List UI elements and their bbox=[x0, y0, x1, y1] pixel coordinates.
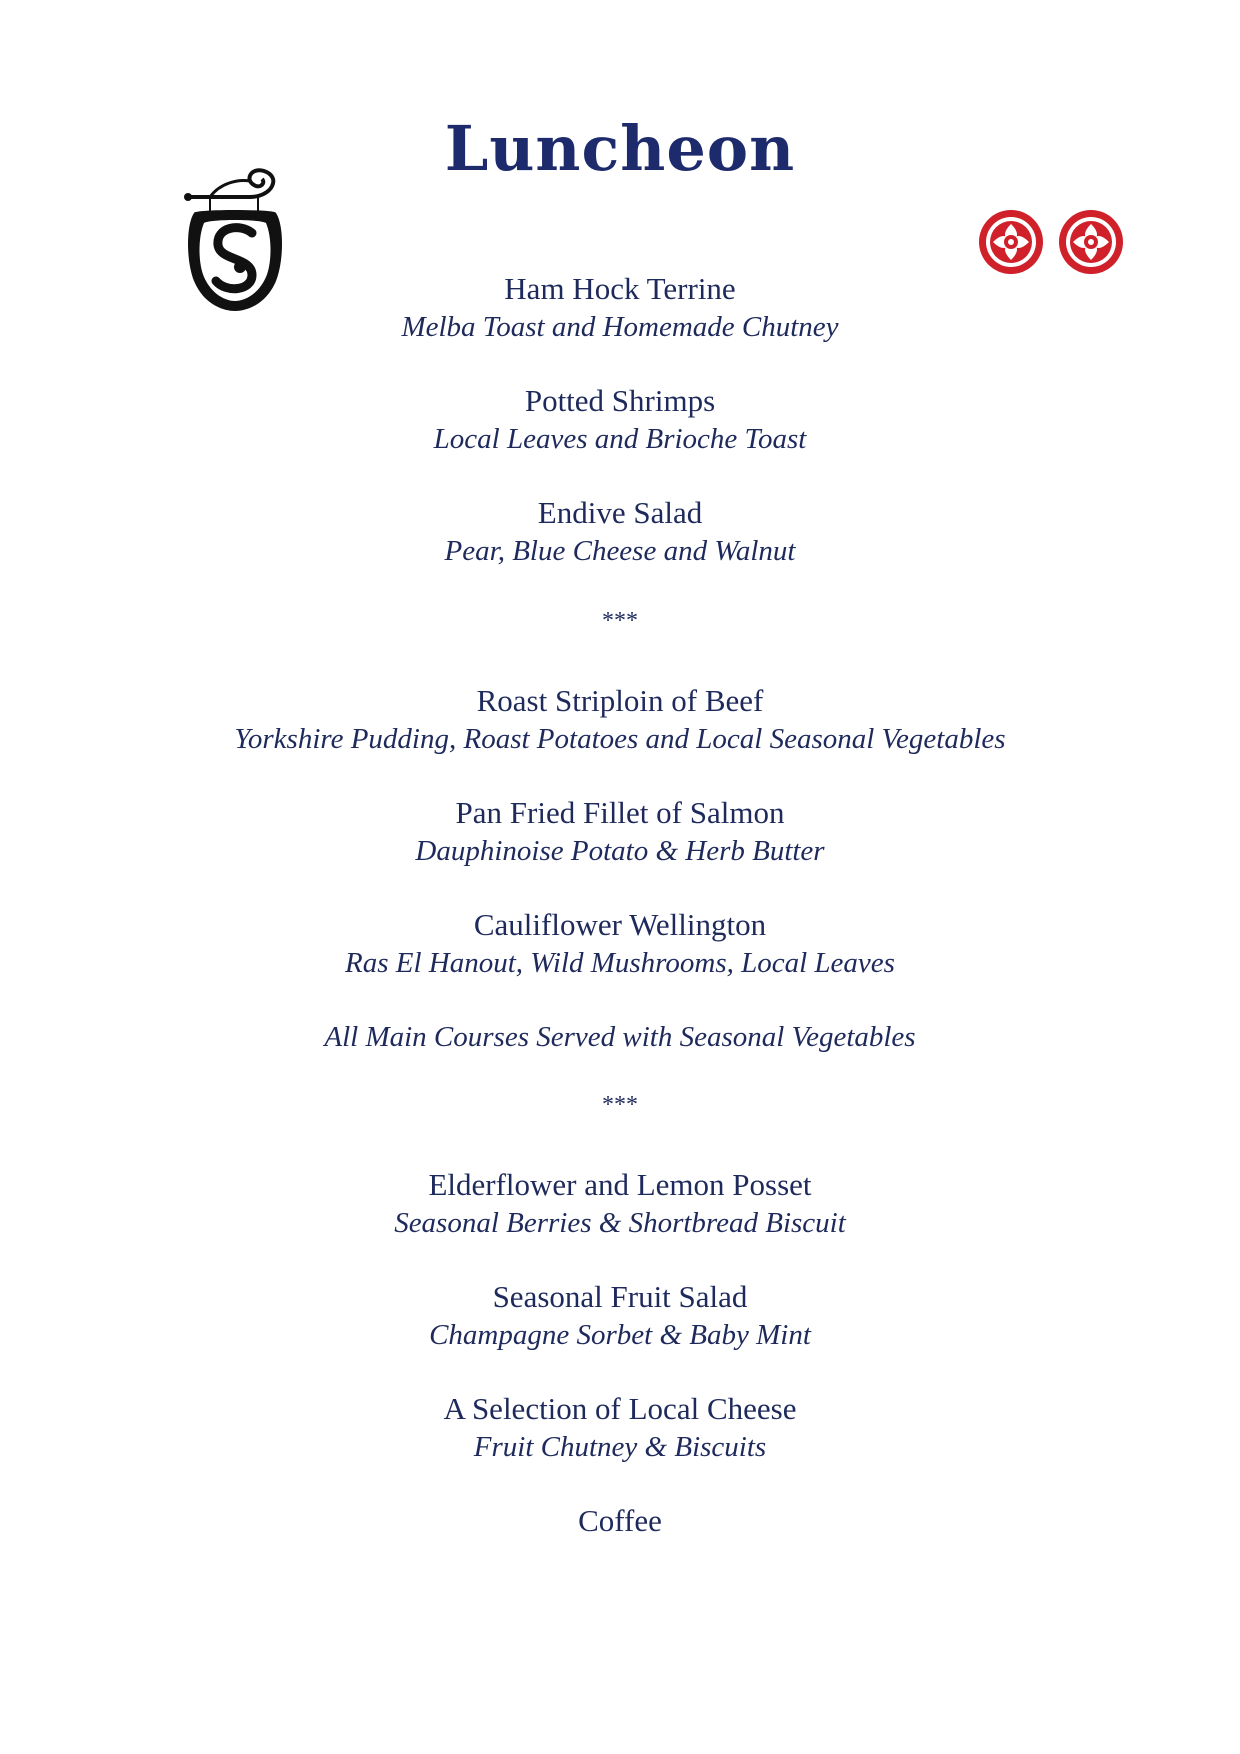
rosettes-icon bbox=[975, 205, 1135, 280]
dish-name: Elderflower and Lemon Posset bbox=[428, 1167, 812, 1202]
dish-description: Pear, Blue Cheese and Walnut bbox=[444, 535, 796, 567]
course-separator: *** bbox=[602, 1092, 638, 1118]
page-title: Luncheon bbox=[444, 112, 796, 185]
dish-description: Ras El Hanout, Wild Mushrooms, Local Leaves bbox=[345, 947, 895, 979]
dish-description: Seasonal Berries & Shortbread Biscuit bbox=[394, 1207, 846, 1239]
dish-name: A Selection of Local Cheese bbox=[443, 1391, 797, 1426]
menu-item-main-1 bbox=[0, 682, 1240, 758]
menu-item-starter-2 bbox=[0, 382, 1240, 458]
dish-description: Fruit Chutney & Biscuits bbox=[473, 1431, 767, 1463]
menu-item-main-2 bbox=[0, 794, 1240, 870]
mains-note-text: All Main Courses Served with Seasonal Vegetables bbox=[324, 1021, 916, 1053]
dish-description: Melba Toast and Homemade Chutney bbox=[401, 311, 839, 343]
menu-item-coffee bbox=[0, 1502, 1240, 1540]
dish-description: Yorkshire Pudding, Roast Potatoes and Local Seasonal Vegetables bbox=[234, 723, 1006, 755]
dish-name: Coffee bbox=[578, 1503, 662, 1538]
dish-name: Ham Hock Terrine bbox=[504, 271, 736, 306]
menu-item-dessert-3 bbox=[0, 1390, 1240, 1466]
menu-item-dessert-1 bbox=[0, 1166, 1240, 1242]
menu-item-starter-1 bbox=[0, 270, 1240, 346]
dish-name: Cauliflower Wellington bbox=[473, 907, 767, 942]
dish-name: Potted Shrimps bbox=[524, 383, 716, 418]
dish-name: Endive Salad bbox=[537, 495, 703, 530]
dish-name: Roast Striploin of Beef bbox=[476, 683, 764, 718]
dish-name: Pan Fried Fillet of Salmon bbox=[455, 795, 785, 830]
mains-note bbox=[0, 1018, 1240, 1056]
course-separator: *** bbox=[602, 608, 638, 634]
dish-description: Local Leaves and Brioche Toast bbox=[433, 423, 807, 455]
menu-item-dessert-2 bbox=[0, 1278, 1240, 1354]
dish-description: Champagne Sorbet & Baby Mint bbox=[429, 1319, 811, 1351]
dish-name: Seasonal Fruit Salad bbox=[492, 1279, 748, 1314]
dish-description: Dauphinoise Potato & Herb Butter bbox=[415, 835, 825, 867]
menu-item-starter-3 bbox=[0, 494, 1240, 570]
menu-item-main-3 bbox=[0, 906, 1240, 982]
